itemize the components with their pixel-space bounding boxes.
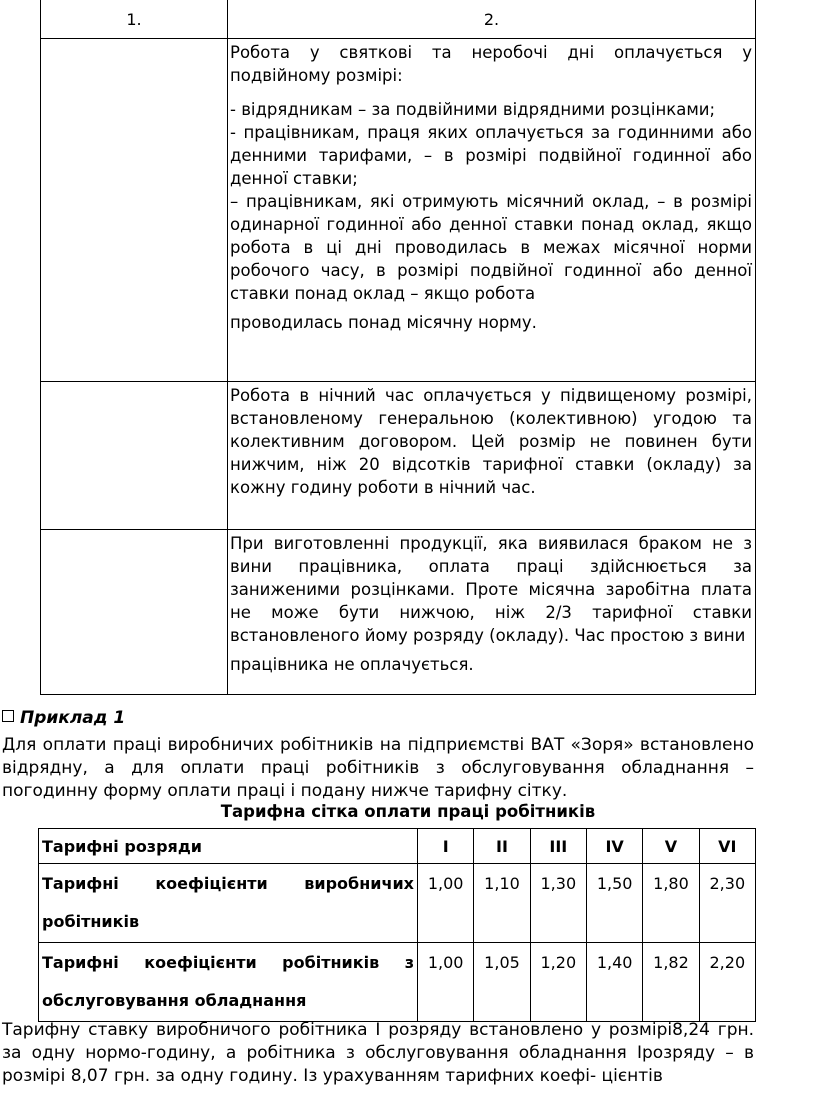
table-row: [41, 382, 756, 530]
tariff-table-title: Тарифна сітка оплати праці робітників: [220, 802, 596, 821]
column-number-2: 2.: [228, 0, 756, 39]
coefficient-cell: 2,30: [699, 864, 755, 943]
coefficient-cell: 1,50: [586, 864, 642, 943]
grade-header: VI: [699, 829, 755, 864]
grade-header: V: [643, 829, 699, 864]
grade-header: I: [418, 829, 474, 864]
defect-rule-tail: працівника не оплачується.: [230, 655, 474, 674]
tariff-header-row: [39, 829, 756, 864]
coefficient-cell: 2,20: [699, 943, 755, 1022]
holiday-work-rule: [228, 39, 755, 381]
rule-item: – працівникам, які отримують місячний оклад, – в розмірі одинарної годинної або денної ставки понад оклад, якщо робота в ці дні проводилась в межах місячної норми робочого часу, в розмірі подвійної годинної або денної ставки понад оклад – якщо робота: [230, 192, 752, 303]
checkbox-bullet-icon: [2, 710, 14, 722]
coefficient-cell: 1,80: [643, 864, 699, 943]
grade-header: IV: [586, 829, 642, 864]
coefficient-cell: 1,05: [474, 943, 530, 1022]
rule-item: - працівникам, праця яких оплачується за годинними або денними тарифами, – в розмірі подвійної годинної або денної ставки;: [230, 123, 752, 188]
row-label: Тарифні коефіцієнти виробничих робітників: [39, 864, 418, 943]
table-row: [41, 39, 756, 382]
tariff-header-label: Тарифні розряди: [39, 829, 418, 864]
grade-header: II: [474, 829, 530, 864]
coefficient-cell: 1,00: [418, 864, 474, 943]
row-label: Тарифні коефіцієнти робітників з обслуговування обладнання: [39, 943, 418, 1022]
rules-table-header: [41, 0, 756, 39]
column-number-1: 1.: [41, 0, 228, 39]
coefficient-cell: 1,82: [643, 943, 699, 1022]
closing-paragraph: Тарифну ставку виробничого робітника І розряду встановлено у розмірі8,24 грн. за одну нормо-годину, а робітника з обслуговування обладнання Ірозряду – в розмірі 8,07 грн. за одну годину. Із урахуванням тарифних коефі- цієнтів: [2, 1020, 754, 1086]
example-heading: [2, 708, 125, 728]
grade-header: III: [530, 829, 586, 864]
example-title: Приклад 1: [20, 708, 126, 728]
rule-tail: проводилась понад місячну норму.: [230, 313, 537, 332]
rule-item: - відрядникам – за подвійними відрядними розцінками;: [230, 100, 716, 119]
example-paragraph: Для оплати праці виробничих робітників на підприємстві ВАТ «Зоря» встановлено відрядну, а для оплати праці робітників з обслуговування обладнання – погодинну форму оплати праці і подану нижче тарифну сітку.: [2, 735, 754, 801]
coefficient-cell: 1,10: [474, 864, 530, 943]
rule-intro: Робота у святкові та неробочі дні оплачується у подвійному розмірі:: [230, 43, 752, 85]
rules-table: [40, 0, 756, 695]
defect-rule: [228, 530, 755, 694]
coefficient-cell: 1,00: [418, 943, 474, 1022]
defect-rule-text: При виготовленні продукції, яка виявилася браком не з вини працівника, оплата праці здійснюється за заниженими розцінками. Проте місячна заробітна плата не може бути нижчою, ніж 2/3 тарифної ставки встановленого йому розряду (окладу). Час простою з вини: [230, 534, 752, 645]
table-row: [39, 864, 756, 943]
coefficient-cell: 1,30: [530, 864, 586, 943]
coefficient-cell: 1,40: [586, 943, 642, 1022]
table-row: [41, 530, 756, 695]
coefficient-cell: 1,20: [530, 943, 586, 1022]
table-row: [39, 943, 756, 1022]
night-work-rule: Робота в нічний час оплачується у підвищеному розмірі, встановленому генеральною (колективною) угодою та колективним договором. Цей розмір не повинен бути нижчим, ніж 20 відсотків тарифної ставки (окладу) за кожну годину роботи в нічний час.: [230, 386, 752, 497]
tariff-table: [38, 828, 756, 1022]
